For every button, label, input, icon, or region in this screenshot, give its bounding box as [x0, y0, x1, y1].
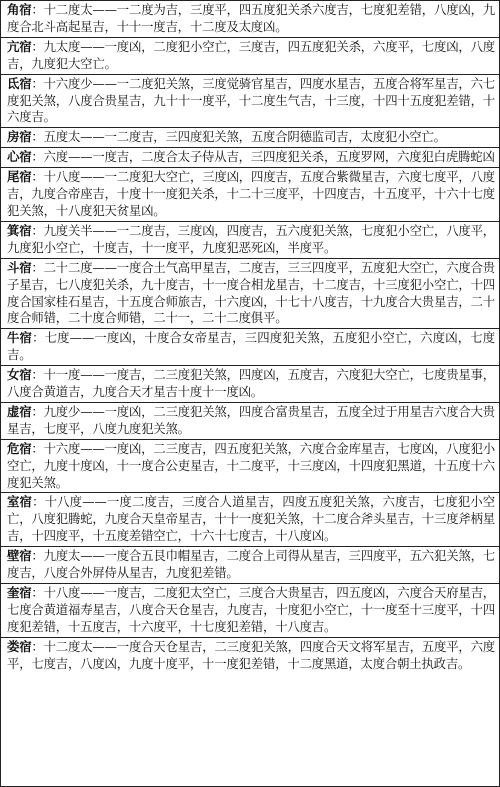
mansion-entry [1, 638, 499, 674]
mansion-description: ：七度——一度凶，十度合女帝星吉，三四度犯关煞，五度犯小空亡，六度凶，七度吉。 [7, 330, 495, 363]
mansion-name: 尾宿 [7, 169, 32, 185]
mansion-description: ：九太度——一度凶，二度犯小空亡，三度吉，四五度犯关杀，六度平，七度凶，八度吉，九度犯大空亡。 [7, 38, 495, 71]
mansion-name: 斗宿 [7, 259, 32, 275]
mansion-entry [1, 584, 499, 638]
mansion-name: 角宿 [7, 2, 32, 17]
mansion-name: 危宿 [7, 440, 32, 456]
mansion-entry [1, 259, 499, 330]
mansion-entry [1, 440, 499, 494]
mansion-name: 娄宿 [7, 638, 32, 654]
mansion-entry [1, 148, 499, 168]
mansion-description: ：九度太——一度合五艮巾帽星吉，二度合上司得从星吉，三四度平，五六犯关煞，七度吉，八度合外屏侍从星吉，九度犯差错。 [7, 548, 495, 581]
mansion-entry [1, 1, 499, 38]
mansion-entry [1, 547, 499, 584]
mansion-description: ：十八度——一度二度吉，三度合人道星吉，四度五度犯关煞，六度吉，七度犯小空亡，八度犯腾蛇，九度合天皇帝星吉，十十一度犯关煞，十二度合斧头星吉，十三度斧柄星吉，十四度平，十五度差错空亡，十六十七度吉，十八度凶。 [7, 494, 495, 544]
mansion-entry [1, 403, 499, 440]
mansion-name: 心宿 [7, 149, 32, 165]
mansion-name: 女宿 [7, 367, 32, 383]
mansion-name: 氐宿 [7, 75, 32, 91]
mansion-description: ：十六度——一度凶，二三度吉，四五度犯关煞，六度合金库星吉，七度凶，八度犯小空亡，九度十度凶，十一度合公吏星吉，十二度平，十三度凶，十四度犯黑道，十五度十六度犯关煞。 [7, 440, 495, 490]
mansion-description: ：十八度——一度吉，二度犯太空亡，三度合大贵星吉，四五度凶，六度合天府星吉，七度合黄道福寿星吉，八度合天仓星吉，九度吉，十度犯小空亡，十一度至十三度平，十四度犯差错，十五度吉，十六度平，十七度犯差错，十八度吉。 [7, 585, 495, 634]
mansion-description: ：十二度太——一二度为吉，三度平，四五度犯关杀六度吉，七度犯差错，八度凶，九度合北斗高起星吉，十十一度吉，十二度及太度凶。 [7, 2, 495, 34]
mansion-description: ：十一度——一度吉，二三度犯关煞，四度凶，五度吉，六度犯大空亡，七度贵星事，八度合黄道吉，九度合天才星吉十度十一度凶。 [7, 367, 495, 400]
mansion-entry [1, 493, 499, 547]
mansion-entry [1, 366, 499, 403]
mansion-name: 壁宿 [7, 548, 32, 564]
mansion-name: 奎宿 [7, 585, 32, 600]
mansion-name: 虚宿 [7, 403, 32, 419]
mansion-entry [1, 128, 499, 148]
mansion-description: ：六度——一度吉，二度合太子侍从吉，三四度犯关杀，五度罗网，六度犯白虎腾蛇凶 [31, 149, 495, 165]
mansion-name: 牛宿 [7, 330, 33, 346]
mansion-description: ：十六度少——一二度犯关煞，三度觉骑官星吉，四度水星吉，五度合将军星吉，六七度犯关煞，八度合贵星吉，九十十一度平，十二度生气吉，十三度，十四十五度犯差错，十六度吉。 [7, 75, 495, 125]
mansion-entry [1, 168, 499, 222]
mansion-description: ：九度少——一度凶，二三度犯关煞，四度合富贵星吉，五度全过于用星吉六度合大贵星吉，七度平，八度九度犯关煞。 [7, 403, 495, 436]
mansion-name: 室宿 [7, 494, 33, 510]
mansion-name: 房宿 [7, 129, 32, 145]
mansion-entry [1, 75, 499, 129]
mansion-description: ：二十二度——一度合土气高甲星吉，二度吉，三三四度平，五度犯大空亡，六度合贵子星吉，七八度犯关杀，九十度吉，十一度合相龙星吉，十二度吉，十三度犯小空亡，十四度合国家桂石星吉，十五度合师旅吉，十六度凶，十七十八度吉，十九度合大贵星吉，二十度合师错，二十度合师错，二十一，二十二度俱平。 [7, 259, 495, 326]
mansion-entry [1, 222, 499, 259]
mansion-name: 箕宿 [7, 222, 32, 238]
mansion-description: ：十二度太——一度合天仓星吉，二三度犯关煞，四度合天文将军星吉，五度平，六度平，七度吉，八度凶，九度十度平，十一度犯差错，十二度黑道，太度合朝土执政吉。 [7, 638, 495, 671]
mansion-entry [1, 329, 499, 366]
mansion-entry [1, 38, 499, 75]
mansion-name: 亢宿 [7, 38, 32, 54]
mansion-description: ：十八度——一二度犯大空亡，三度凶，四度吉，五度合紫微星吉，六度七度平，八度吉，九度合帝座吉，十度十一度犯关杀，十二十三度平，十四度吉，十五度平，十六十七度犯关煞，十八度犯天贫星凶。 [7, 169, 495, 218]
mansion-description: ：九度关半——一二度吉，三度凶，四度吉，五六度犯关煞，七度犯小空亡，八度平，九度犯小空亡，十度吉，十一度平，九度犯恶死凶，半度平。 [7, 222, 495, 255]
mansion-description: ：五度太——一二度吉，三四度犯关煞，五度合阴德监司吉，太度犯小空亡。 [31, 129, 446, 145]
